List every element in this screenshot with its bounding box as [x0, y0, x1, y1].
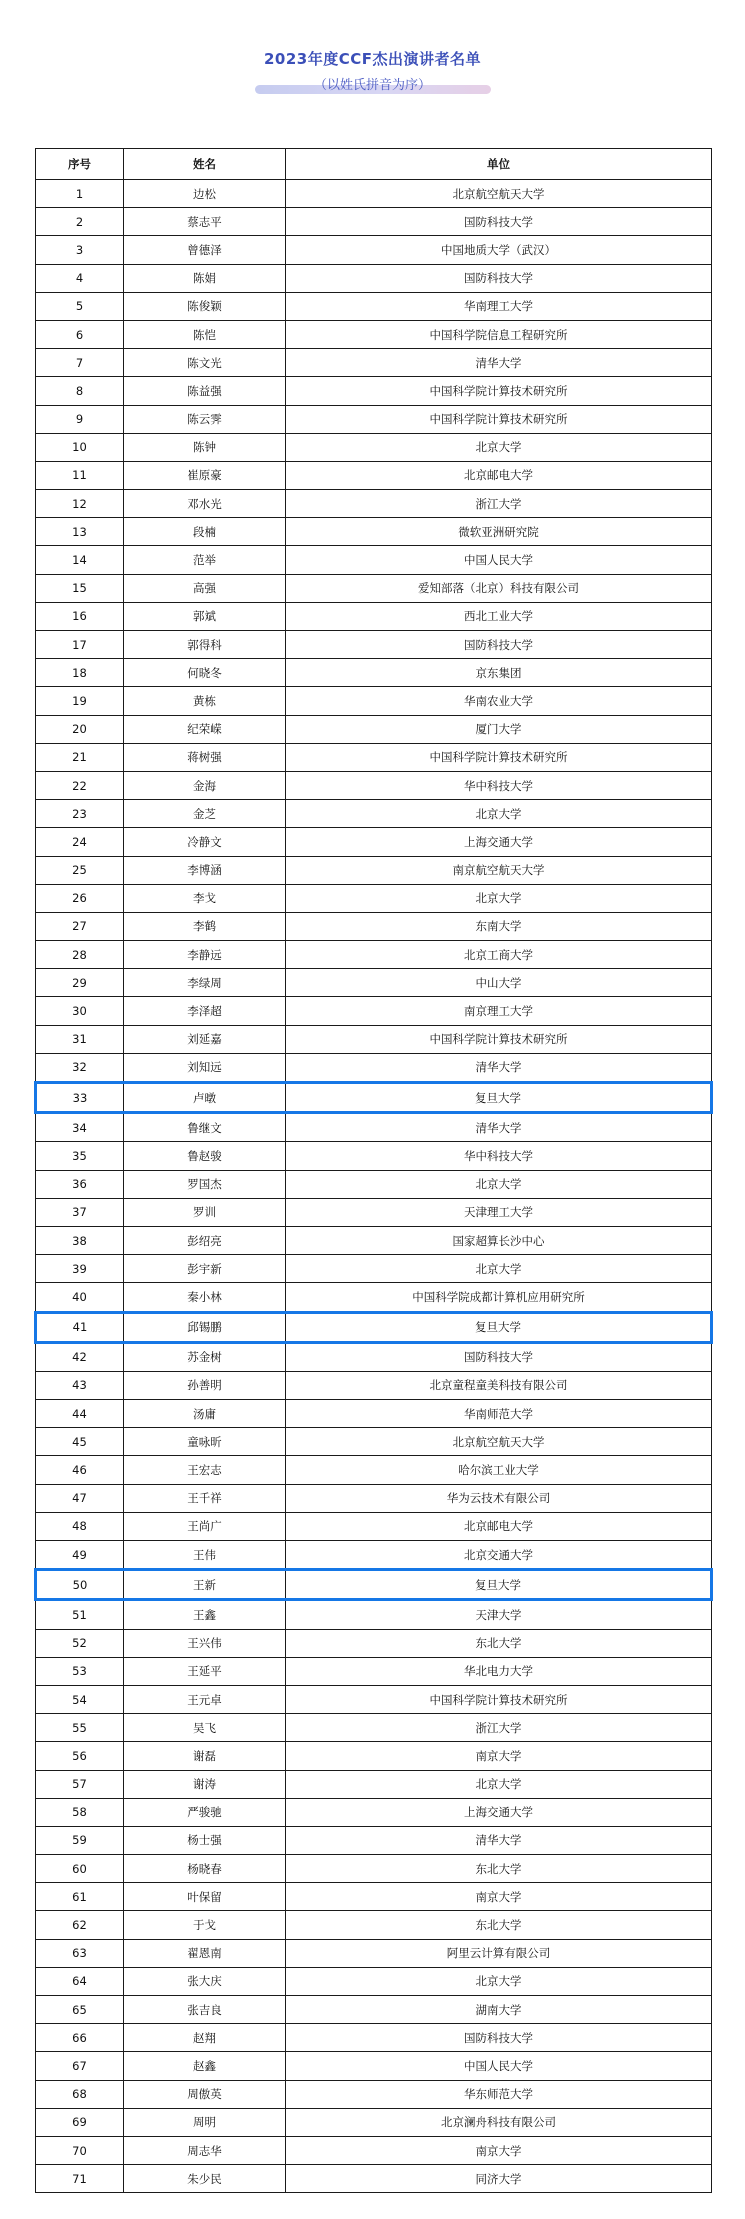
- cell-unit: 微软亚洲研究院: [286, 518, 712, 546]
- column-header-unit: 单位: [286, 149, 712, 180]
- cell-number: 27: [36, 912, 124, 940]
- cell-name: 陈钟: [124, 433, 286, 461]
- cell-unit: 天津大学: [286, 1600, 712, 1629]
- table-row: [36, 1025, 712, 1053]
- cell-number: 61: [36, 1883, 124, 1911]
- cell-unit: 东北大学: [286, 1629, 712, 1657]
- cell-unit: 浙江大学: [286, 490, 712, 518]
- cell-name: 罗国杰: [124, 1170, 286, 1198]
- table-row: [36, 1798, 712, 1826]
- cell-name: 邓水光: [124, 490, 286, 518]
- table-row: [36, 715, 712, 743]
- table-row: [36, 771, 712, 799]
- cell-unit: 南京理工大学: [286, 997, 712, 1025]
- cell-number: 68: [36, 2080, 124, 2108]
- cell-unit: 清华大学: [286, 1826, 712, 1854]
- table-row: [36, 1600, 712, 1629]
- cell-name: 王宏志: [124, 1456, 286, 1484]
- cell-name: 卢暾: [124, 1083, 286, 1113]
- table-row: [36, 687, 712, 715]
- cell-unit: 爱知部落（北京）科技有限公司: [286, 574, 712, 602]
- cell-number: 14: [36, 546, 124, 574]
- cell-number: 63: [36, 1939, 124, 1967]
- cell-name: 杨士强: [124, 1826, 286, 1854]
- table-row: [36, 1113, 712, 1142]
- cell-number: 62: [36, 1911, 124, 1939]
- cell-name: 李鹤: [124, 912, 286, 940]
- table-row: [36, 800, 712, 828]
- cell-unit: 西北工业大学: [286, 602, 712, 630]
- table-row: [36, 461, 712, 489]
- cell-number: 39: [36, 1255, 124, 1283]
- cell-unit: 国防科技大学: [286, 1342, 712, 1371]
- table-row: [36, 180, 712, 208]
- cell-number: 6: [36, 320, 124, 348]
- cell-unit: 中国人民大学: [286, 546, 712, 574]
- cell-unit: 上海交通大学: [286, 1798, 712, 1826]
- cell-number: 7: [36, 349, 124, 377]
- speaker-table: [34, 148, 713, 2193]
- cell-name: 赵翔: [124, 2024, 286, 2052]
- cell-number: 3: [36, 236, 124, 264]
- cell-unit: 华南农业大学: [286, 687, 712, 715]
- cell-name: 汤庸: [124, 1400, 286, 1428]
- cell-name: 邱锡鹏: [124, 1312, 286, 1342]
- table-row: [36, 1226, 712, 1254]
- cell-number: 45: [36, 1428, 124, 1456]
- cell-unit: 东北大学: [286, 1911, 712, 1939]
- table-row: [36, 912, 712, 940]
- cell-number: 69: [36, 2108, 124, 2136]
- table-row: [36, 1083, 712, 1113]
- cell-unit: 中国地质大学（武汉）: [286, 236, 712, 264]
- cell-unit: 同济大学: [286, 2165, 712, 2193]
- cell-name: 彭宇新: [124, 1255, 286, 1283]
- table-row: [36, 433, 712, 461]
- cell-number: 59: [36, 1826, 124, 1854]
- table-row: [36, 1826, 712, 1854]
- cell-unit: 北京大学: [286, 1770, 712, 1798]
- cell-name: 于戈: [124, 1911, 286, 1939]
- cell-number: 42: [36, 1342, 124, 1371]
- table-row: [36, 377, 712, 405]
- cell-number: 57: [36, 1770, 124, 1798]
- cell-unit: 南京航空航天大学: [286, 856, 712, 884]
- cell-unit: 北京邮电大学: [286, 1512, 712, 1540]
- table-row: [36, 1770, 712, 1798]
- cell-unit: 中国科学院信息工程研究所: [286, 320, 712, 348]
- table-row: [36, 2108, 712, 2136]
- cell-name: 崔原豪: [124, 461, 286, 489]
- cell-unit: 华中科技大学: [286, 1142, 712, 1170]
- table-row: [36, 602, 712, 630]
- table-row: [36, 969, 712, 997]
- cell-unit: 国防科技大学: [286, 208, 712, 236]
- cell-number: 46: [36, 1456, 124, 1484]
- cell-unit: 清华大学: [286, 349, 712, 377]
- cell-unit: 中国科学院计算技术研究所: [286, 743, 712, 771]
- cell-name: 金海: [124, 771, 286, 799]
- cell-unit: 北京大学: [286, 433, 712, 461]
- column-header-number: 序号: [36, 149, 124, 180]
- table-row: [36, 828, 712, 856]
- cell-number: 29: [36, 969, 124, 997]
- cell-number: 67: [36, 2052, 124, 2080]
- table-row: [36, 1939, 712, 1967]
- cell-name: 纪荣嵘: [124, 715, 286, 743]
- cell-number: 53: [36, 1657, 124, 1685]
- table-row: [36, 941, 712, 969]
- table-row: [36, 2165, 712, 2193]
- cell-unit: 京东集团: [286, 659, 712, 687]
- cell-name: 何晓冬: [124, 659, 286, 687]
- table-row: [36, 349, 712, 377]
- cell-name: 刘知远: [124, 1053, 286, 1082]
- cell-number: 24: [36, 828, 124, 856]
- cell-name: 杨晓春: [124, 1855, 286, 1883]
- cell-name: 陈娟: [124, 264, 286, 292]
- cell-number: 58: [36, 1798, 124, 1826]
- cell-number: 12: [36, 490, 124, 518]
- cell-number: 21: [36, 743, 124, 771]
- document-header: [0, 0, 745, 140]
- cell-number: 22: [36, 771, 124, 799]
- cell-unit: 北京大学: [286, 800, 712, 828]
- cell-number: 23: [36, 800, 124, 828]
- cell-number: 65: [36, 1996, 124, 2024]
- table-row: [36, 320, 712, 348]
- cell-name: 王伟: [124, 1541, 286, 1570]
- cell-number: 48: [36, 1512, 124, 1540]
- cell-unit: 清华大学: [286, 1053, 712, 1082]
- cell-number: 28: [36, 941, 124, 969]
- cell-number: 20: [36, 715, 124, 743]
- cell-unit: 国防科技大学: [286, 631, 712, 659]
- cell-unit: 北京童程童美科技有限公司: [286, 1371, 712, 1399]
- cell-name: 翟恩南: [124, 1939, 286, 1967]
- cell-name: 王千祥: [124, 1484, 286, 1512]
- cell-number: 54: [36, 1685, 124, 1713]
- cell-name: 曾德泽: [124, 236, 286, 264]
- table-row: [36, 1371, 712, 1399]
- table-row: [36, 1142, 712, 1170]
- table-row: [36, 208, 712, 236]
- cell-name: 陈益强: [124, 377, 286, 405]
- table-row: [36, 1283, 712, 1312]
- cell-name: 刘延嘉: [124, 1025, 286, 1053]
- cell-unit: 中国人民大学: [286, 2052, 712, 2080]
- cell-number: 71: [36, 2165, 124, 2193]
- cell-name: 孙善明: [124, 1371, 286, 1399]
- cell-number: 18: [36, 659, 124, 687]
- table-row: [36, 1742, 712, 1770]
- subtitle-block: [0, 74, 745, 98]
- cell-number: 56: [36, 1742, 124, 1770]
- table-row: [36, 1911, 712, 1939]
- table-body: [36, 180, 712, 2193]
- cell-unit: 阿里云计算有限公司: [286, 1939, 712, 1967]
- cell-number: 38: [36, 1226, 124, 1254]
- cell-unit: 浙江大学: [286, 1714, 712, 1742]
- table-row: [36, 1883, 712, 1911]
- table-row: [36, 2080, 712, 2108]
- cell-unit: 湖南大学: [286, 1996, 712, 2024]
- cell-unit: 南京大学: [286, 1742, 712, 1770]
- cell-number: 66: [36, 2024, 124, 2052]
- cell-name: 陈俊颖: [124, 292, 286, 320]
- cell-unit: 复旦大学: [286, 1570, 712, 1600]
- table-row: [36, 1312, 712, 1342]
- cell-name: 王尚广: [124, 1512, 286, 1540]
- cell-name: 周明: [124, 2108, 286, 2136]
- cell-unit: 国防科技大学: [286, 264, 712, 292]
- cell-number: 30: [36, 997, 124, 1025]
- cell-unit: 华中科技大学: [286, 771, 712, 799]
- cell-number: 34: [36, 1113, 124, 1142]
- cell-unit: 北京交通大学: [286, 1541, 712, 1570]
- cell-number: 2: [36, 208, 124, 236]
- cell-name: 鲁赵骏: [124, 1142, 286, 1170]
- cell-unit: 哈尔滨工业大学: [286, 1456, 712, 1484]
- cell-unit: 中山大学: [286, 969, 712, 997]
- cell-name: 王新: [124, 1570, 286, 1600]
- table-row: [36, 546, 712, 574]
- cell-unit: 国家超算长沙中心: [286, 1226, 712, 1254]
- table-row: [36, 236, 712, 264]
- table-row: [36, 2024, 712, 2052]
- table-row: [36, 574, 712, 602]
- cell-number: 25: [36, 856, 124, 884]
- cell-number: 19: [36, 687, 124, 715]
- cell-name: 张大庆: [124, 1967, 286, 1995]
- cell-name: 谢磊: [124, 1742, 286, 1770]
- table-row: [36, 2136, 712, 2164]
- cell-unit: 北京航空航天大学: [286, 1428, 712, 1456]
- cell-unit: 清华大学: [286, 1113, 712, 1142]
- cell-name: 王元卓: [124, 1685, 286, 1713]
- cell-name: 李博涵: [124, 856, 286, 884]
- cell-number: 70: [36, 2136, 124, 2164]
- table-row: [36, 1198, 712, 1226]
- cell-number: 51: [36, 1600, 124, 1629]
- table-row: [36, 1456, 712, 1484]
- cell-number: 31: [36, 1025, 124, 1053]
- table-row: [36, 1967, 712, 1995]
- cell-number: 8: [36, 377, 124, 405]
- cell-number: 10: [36, 433, 124, 461]
- cell-unit: 北京大学: [286, 1170, 712, 1198]
- cell-number: 11: [36, 461, 124, 489]
- page-title: 2023年度CCF杰出演讲者名单: [263, 50, 481, 68]
- cell-unit: 华南理工大学: [286, 292, 712, 320]
- cell-name: 蔡志平: [124, 208, 286, 236]
- table-row: [36, 518, 712, 546]
- table-row: [36, 292, 712, 320]
- cell-name: 冷静文: [124, 828, 286, 856]
- cell-name: 秦小林: [124, 1283, 286, 1312]
- cell-unit: 南京大学: [286, 2136, 712, 2164]
- cell-name: 苏金树: [124, 1342, 286, 1371]
- cell-unit: 北京大学: [286, 884, 712, 912]
- cell-number: 16: [36, 602, 124, 630]
- cell-name: 金芝: [124, 800, 286, 828]
- cell-name: 吴飞: [124, 1714, 286, 1742]
- table-row: [36, 1629, 712, 1657]
- cell-number: 1: [36, 180, 124, 208]
- table-row: [36, 884, 712, 912]
- cell-unit: 北京大学: [286, 1967, 712, 1995]
- cell-unit: 中国科学院计算技术研究所: [286, 405, 712, 433]
- cell-unit: 国防科技大学: [286, 2024, 712, 2052]
- cell-number: 52: [36, 1629, 124, 1657]
- cell-unit: 南京大学: [286, 1883, 712, 1911]
- cell-unit: 上海交通大学: [286, 828, 712, 856]
- cell-name: 李绿周: [124, 969, 286, 997]
- cell-number: 55: [36, 1714, 124, 1742]
- cell-unit: 北京邮电大学: [286, 461, 712, 489]
- cell-number: 36: [36, 1170, 124, 1198]
- cell-name: 张吉良: [124, 1996, 286, 2024]
- cell-unit: 北京澜舟科技有限公司: [286, 2108, 712, 2136]
- cell-number: 5: [36, 292, 124, 320]
- table-row: [36, 1170, 712, 1198]
- cell-number: 60: [36, 1855, 124, 1883]
- cell-number: 41: [36, 1312, 124, 1342]
- cell-name: 郭斌: [124, 602, 286, 630]
- table-row: [36, 1996, 712, 2024]
- cell-name: 彭绍亮: [124, 1226, 286, 1254]
- cell-unit: 复旦大学: [286, 1083, 712, 1113]
- cell-name: 范举: [124, 546, 286, 574]
- cell-name: 罗训: [124, 1198, 286, 1226]
- cell-unit: 东南大学: [286, 912, 712, 940]
- page-subtitle: （以姓氏拼音为序）: [313, 78, 431, 93]
- table-row: [36, 1484, 712, 1512]
- table-head: [36, 149, 712, 180]
- cell-number: 64: [36, 1967, 124, 1995]
- cell-name: 李静远: [124, 941, 286, 969]
- cell-number: 4: [36, 264, 124, 292]
- cell-name: 王兴伟: [124, 1629, 286, 1657]
- cell-unit: 中国科学院成都计算机应用研究所: [286, 1283, 712, 1312]
- table-row: [36, 1714, 712, 1742]
- cell-unit: 北京大学: [286, 1255, 712, 1283]
- cell-name: 王鑫: [124, 1600, 286, 1629]
- cell-number: 17: [36, 631, 124, 659]
- cell-unit: 华为云技术有限公司: [286, 1484, 712, 1512]
- table-row: [36, 490, 712, 518]
- table-row: [36, 997, 712, 1025]
- cell-unit: 中国科学院计算技术研究所: [286, 377, 712, 405]
- table-row: [36, 1657, 712, 1685]
- cell-number: 47: [36, 1484, 124, 1512]
- cell-unit: 天津理工大学: [286, 1198, 712, 1226]
- cell-unit: 华南师范大学: [286, 1400, 712, 1428]
- cell-name: 李泽超: [124, 997, 286, 1025]
- cell-number: 49: [36, 1541, 124, 1570]
- cell-number: 50: [36, 1570, 124, 1600]
- cell-unit: 中国科学院计算技术研究所: [286, 1685, 712, 1713]
- cell-number: 13: [36, 518, 124, 546]
- cell-number: 40: [36, 1283, 124, 1312]
- cell-name: 鲁继文: [124, 1113, 286, 1142]
- cell-unit: 复旦大学: [286, 1312, 712, 1342]
- cell-name: 赵鑫: [124, 2052, 286, 2080]
- cell-number: 15: [36, 574, 124, 602]
- cell-name: 陈云霁: [124, 405, 286, 433]
- cell-unit: 东北大学: [286, 1855, 712, 1883]
- cell-name: 黄栋: [124, 687, 286, 715]
- cell-number: 33: [36, 1083, 124, 1113]
- table-row: [36, 1053, 712, 1082]
- cell-number: 26: [36, 884, 124, 912]
- table-row: [36, 1428, 712, 1456]
- cell-name: 王延平: [124, 1657, 286, 1685]
- cell-name: 李戈: [124, 884, 286, 912]
- table-row: [36, 1541, 712, 1570]
- cell-number: 9: [36, 405, 124, 433]
- table-row: [36, 1570, 712, 1600]
- header-row: [36, 149, 712, 180]
- cell-name: 严骏驰: [124, 1798, 286, 1826]
- cell-name: 童咏昕: [124, 1428, 286, 1456]
- table-row: [36, 264, 712, 292]
- cell-number: 43: [36, 1371, 124, 1399]
- table-row: [36, 856, 712, 884]
- cell-name: 叶保留: [124, 1883, 286, 1911]
- cell-name: 郭得科: [124, 631, 286, 659]
- table-row: [36, 1512, 712, 1540]
- cell-unit: 华东师范大学: [286, 2080, 712, 2108]
- cell-name: 朱少民: [124, 2165, 286, 2193]
- cell-name: 高强: [124, 574, 286, 602]
- cell-number: 37: [36, 1198, 124, 1226]
- cell-unit: 北京航空航天大学: [286, 180, 712, 208]
- table-row: [36, 1400, 712, 1428]
- cell-name: 段楠: [124, 518, 286, 546]
- cell-unit: 北京工商大学: [286, 941, 712, 969]
- column-header-name: 姓名: [124, 149, 286, 180]
- table-row: [36, 1685, 712, 1713]
- cell-name: 陈恺: [124, 320, 286, 348]
- cell-name: 谢涛: [124, 1770, 286, 1798]
- cell-number: 44: [36, 1400, 124, 1428]
- table-row: [36, 1255, 712, 1283]
- cell-name: 周志华: [124, 2136, 286, 2164]
- cell-unit: 中国科学院计算技术研究所: [286, 1025, 712, 1053]
- cell-name: 边松: [124, 180, 286, 208]
- table-row: [36, 631, 712, 659]
- table-row: [36, 2052, 712, 2080]
- cell-name: 陈文光: [124, 349, 286, 377]
- table-row: [36, 405, 712, 433]
- cell-number: 35: [36, 1142, 124, 1170]
- cell-unit: 华北电力大学: [286, 1657, 712, 1685]
- cell-unit: 厦门大学: [286, 715, 712, 743]
- table-row: [36, 659, 712, 687]
- table-row: [36, 743, 712, 771]
- table-row: [36, 1342, 712, 1371]
- cell-number: 32: [36, 1053, 124, 1082]
- cell-name: 周傲英: [124, 2080, 286, 2108]
- cell-name: 蒋树强: [124, 743, 286, 771]
- table-row: [36, 1855, 712, 1883]
